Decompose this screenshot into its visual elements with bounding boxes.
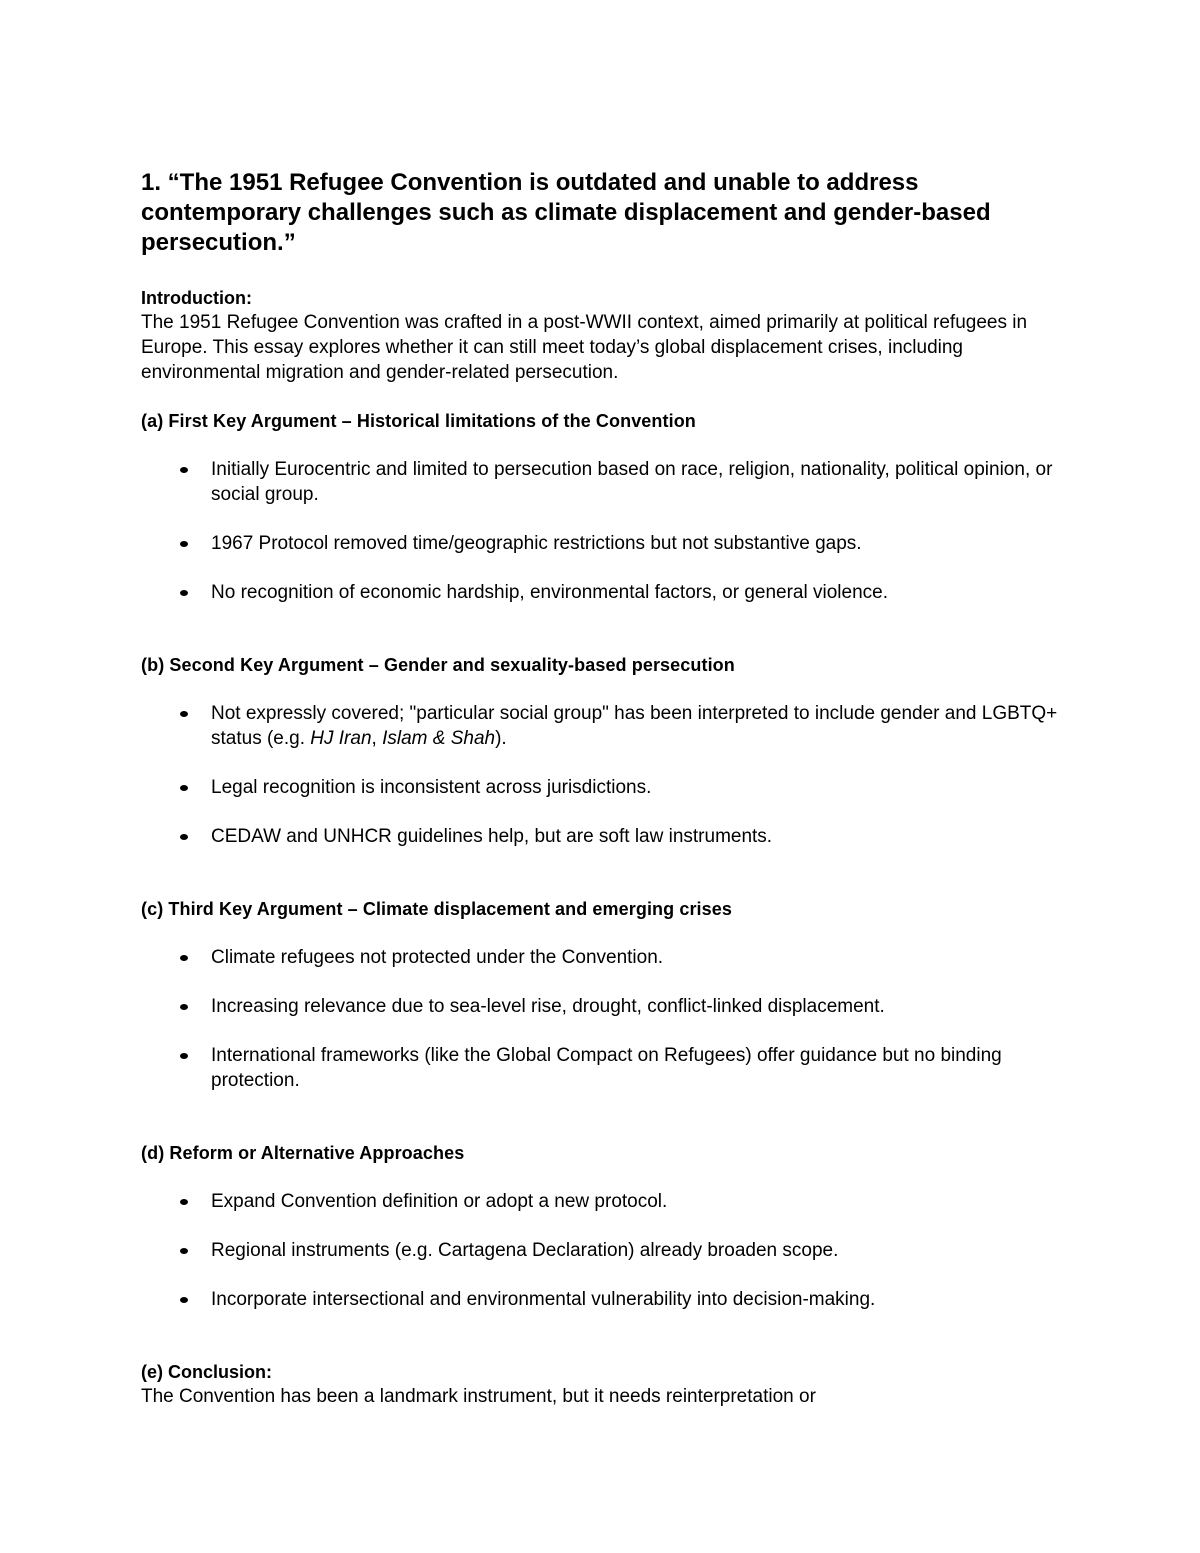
list-item: Regional instruments (e.g. Cartagena Declaration) already broaden scope. bbox=[141, 1238, 1071, 1263]
bullet-icon bbox=[180, 1248, 188, 1254]
list-item: No recognition of economic hardship, environmental factors, or general violence. bbox=[141, 580, 1071, 605]
bullet-icon bbox=[180, 955, 188, 961]
list-item: Initially Eurocentric and limited to persecution based on race, religion, nationality, political opinion, or social group. bbox=[141, 457, 1071, 507]
list-item: 1967 Protocol removed time/geographic restrictions but not substantive gaps. bbox=[141, 531, 1071, 556]
conclusion-label: (e) Conclusion: bbox=[141, 1362, 272, 1382]
document-page bbox=[141, 168, 1071, 1409]
section-heading-b: (b) Second Key Argument – Gender and sexuality-based persecution bbox=[141, 655, 735, 675]
bullet-list-d bbox=[141, 1189, 1071, 1312]
bullet-list-c bbox=[141, 945, 1071, 1093]
bullet-icon bbox=[180, 711, 188, 717]
case-citation: HJ Iran bbox=[310, 728, 372, 749]
case-citation: Islam & Shah bbox=[382, 728, 496, 749]
bullet-icon bbox=[180, 541, 188, 547]
bullet-icon bbox=[180, 1053, 188, 1059]
bullet-list-b bbox=[141, 701, 1071, 849]
list-item: Increasing relevance due to sea-level rise, drought, conflict-linked displacement. bbox=[141, 994, 1071, 1019]
introduction-label: Introduction: bbox=[141, 288, 252, 308]
list-item: International frameworks (like the Global Compact on Refugees) offer guidance but no binding protection. bbox=[141, 1043, 1071, 1093]
list-item: Not expressly covered; "particular social group" has been interpreted to include gender and LGBTQ+ status (e.g. HJ Iran, Islam & Shah). bbox=[141, 701, 1071, 751]
list-item: Incorporate intersectional and environmental vulnerability into decision-making. bbox=[141, 1287, 1071, 1312]
list-item: Expand Convention definition or adopt a new protocol. bbox=[141, 1189, 1071, 1214]
section-heading-d: (d) Reform or Alternative Approaches bbox=[141, 1143, 465, 1163]
bullet-icon bbox=[180, 1297, 188, 1303]
bullet-list-a bbox=[141, 457, 1071, 605]
bullet-icon bbox=[180, 1004, 188, 1010]
spacer bbox=[141, 258, 1071, 286]
section-heading-c: (c) Third Key Argument – Climate displacement and emerging crises bbox=[141, 899, 732, 919]
section-heading-a: (a) First Key Argument – Historical limitations of the Convention bbox=[141, 411, 696, 431]
bullet-icon bbox=[180, 834, 188, 840]
essay-title: 1. “The 1951 Refugee Convention is outdated and unable to address contemporary challenges such as climate displacement and gender-based persecution.” bbox=[141, 169, 991, 256]
list-item: Legal recognition is inconsistent across jurisdictions. bbox=[141, 775, 1071, 800]
bullet-icon bbox=[180, 590, 188, 596]
bullet-icon bbox=[180, 1199, 188, 1205]
list-item: CEDAW and UNHCR guidelines help, but are soft law instruments. bbox=[141, 824, 1071, 849]
list-item: Climate refugees not protected under the Convention. bbox=[141, 945, 1071, 970]
conclusion-text: The Convention has been a landmark instrument, but it needs reinterpretation or bbox=[141, 1386, 816, 1407]
bullet-icon bbox=[180, 785, 188, 791]
bullet-icon bbox=[180, 467, 188, 473]
introduction-text: The 1951 Refugee Convention was crafted in a post-WWII context, aimed primarily at political refugees in Europe. This essay explores whether it can still meet today’s global displacement crises, including environmental migration and gender-related persecution. bbox=[141, 312, 1028, 383]
